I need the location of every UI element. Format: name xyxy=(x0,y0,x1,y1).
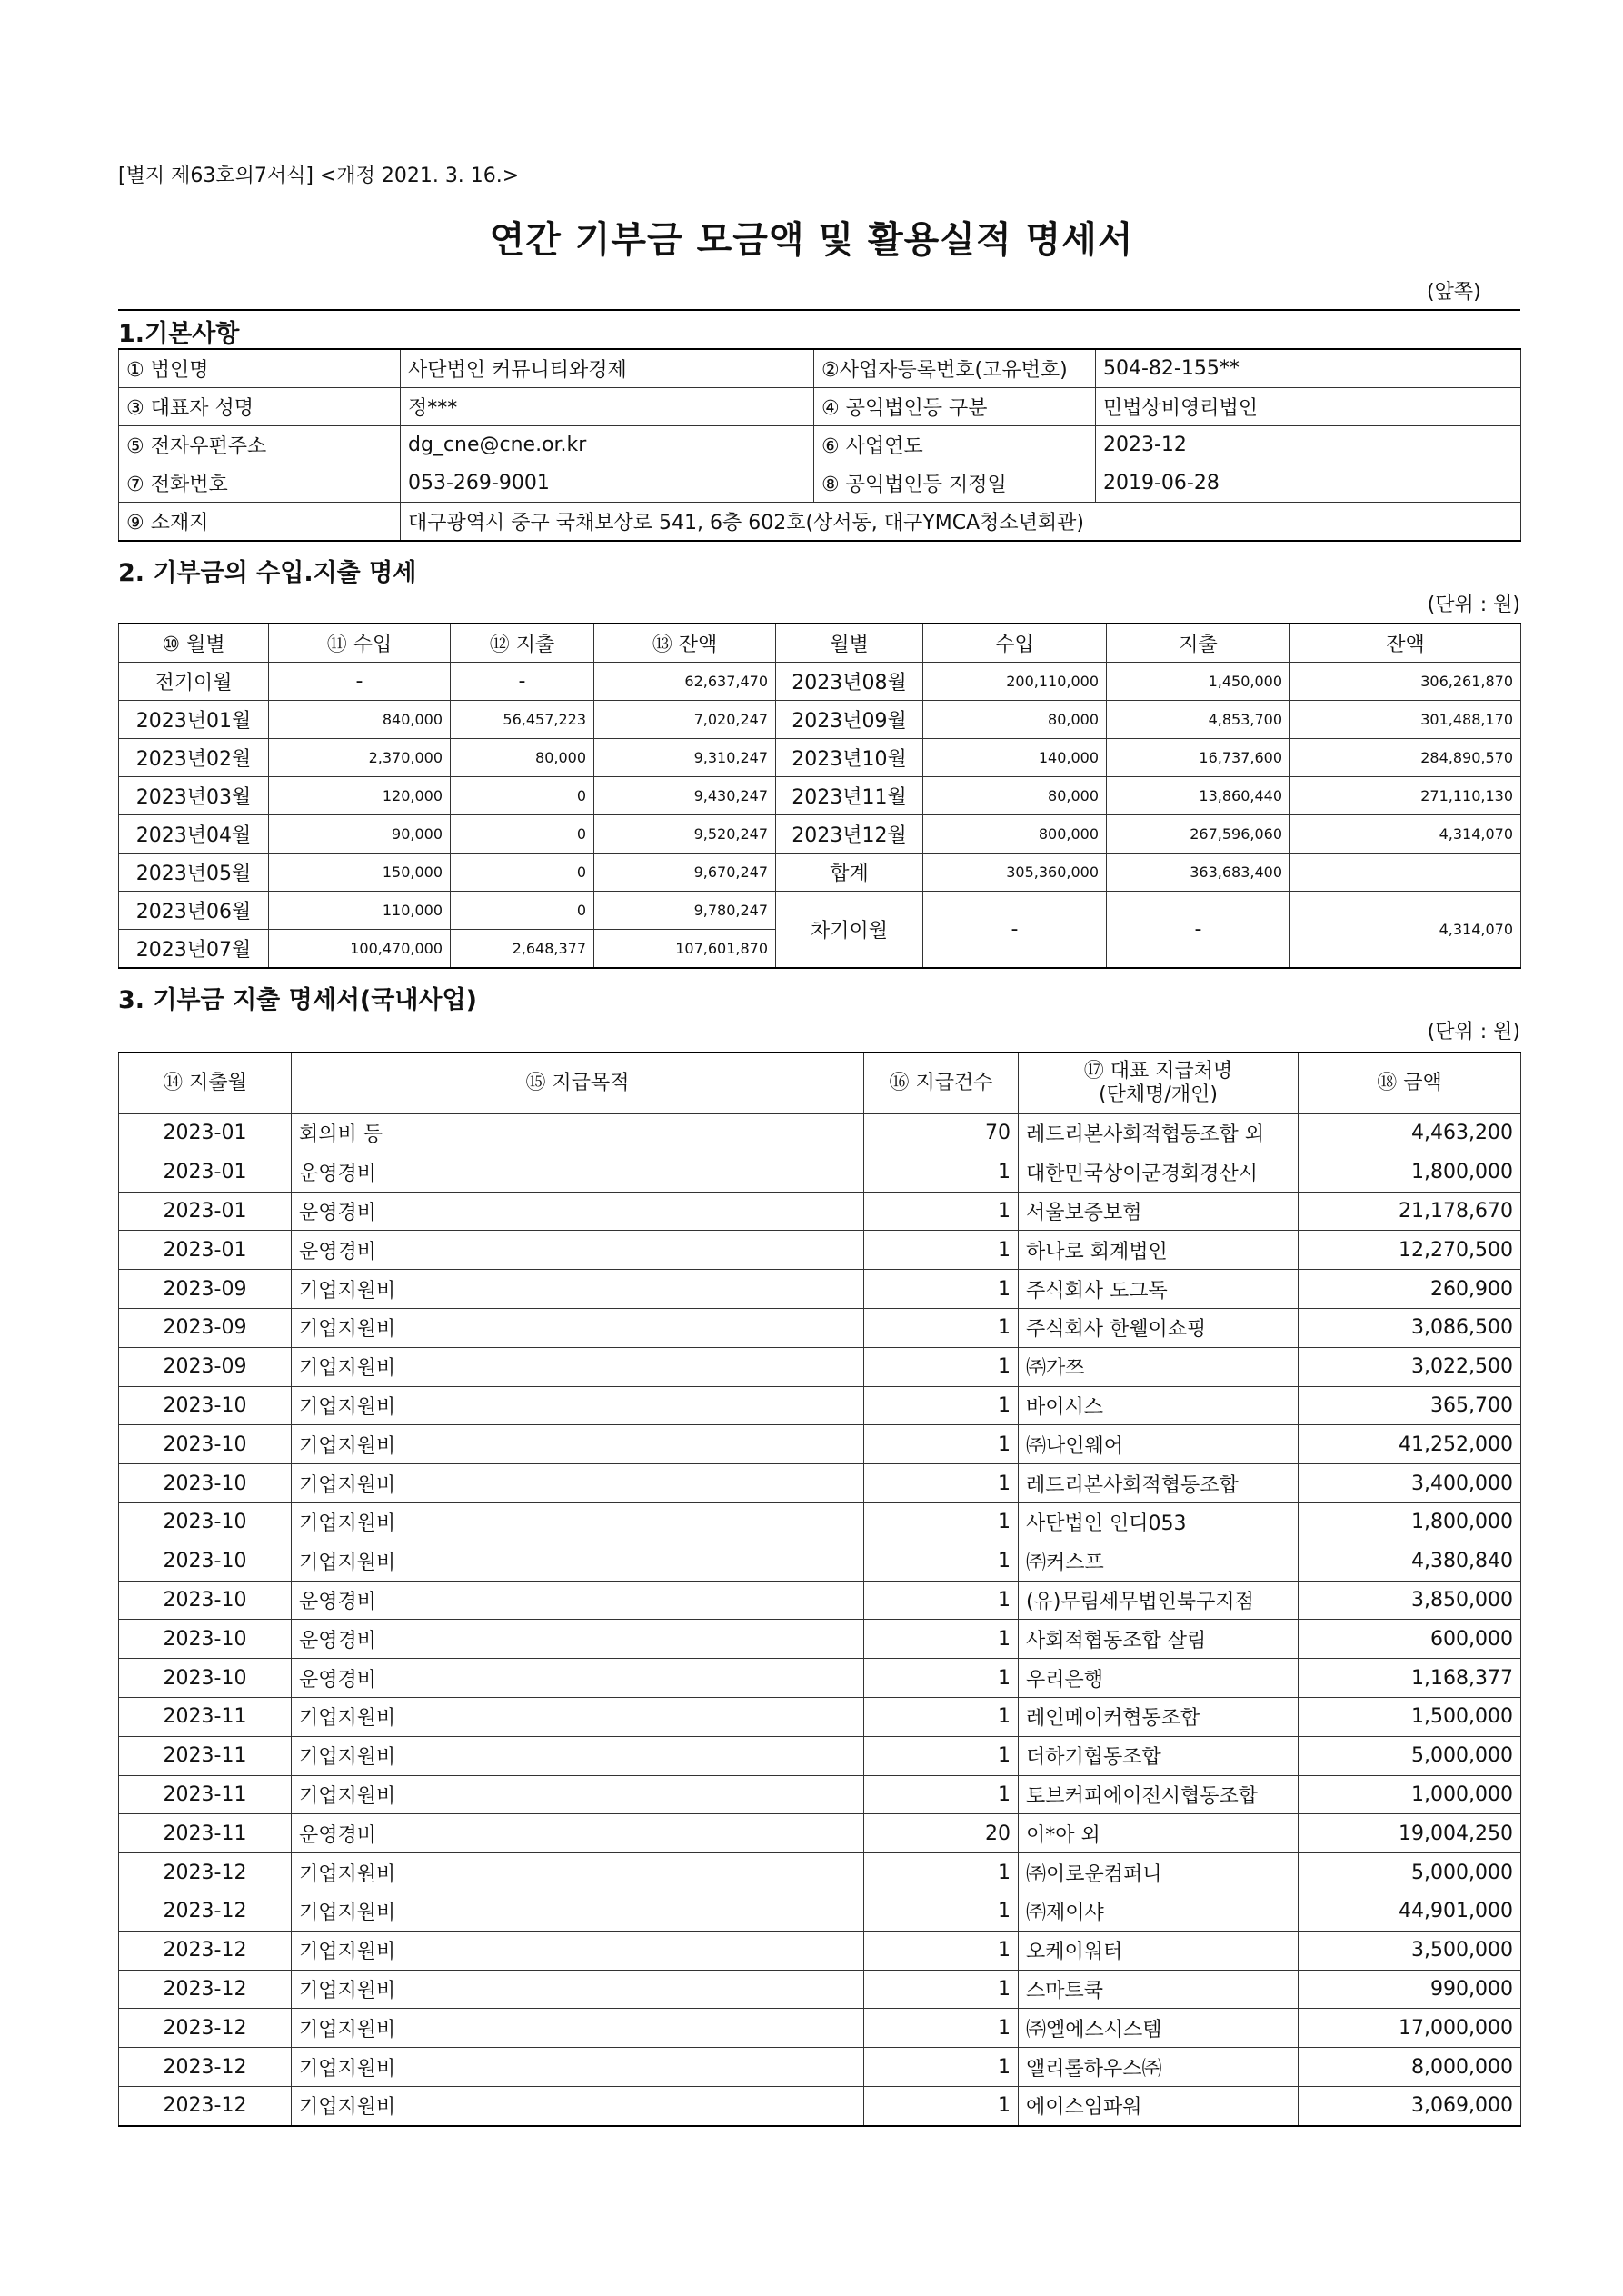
purpose-cell: 운영경비 xyxy=(292,1620,864,1659)
amount-cell: 4,314,070 xyxy=(1290,815,1521,854)
count-cell: 1 xyxy=(864,2086,1019,2125)
expense-row xyxy=(119,1659,1521,1698)
expense-month-cell: 2023-10 xyxy=(119,1425,292,1464)
expense-month-cell: 2023-10 xyxy=(119,1464,292,1503)
count-cell: 1 xyxy=(864,1931,1019,1970)
amount-cell: 9,670,247 xyxy=(594,854,776,892)
amount-cell: 5,000,000 xyxy=(1299,1736,1521,1775)
field-label: ⑦ 전화번호 xyxy=(119,464,401,503)
amount-cell: 363,683,400 xyxy=(1107,854,1290,892)
purpose-cell: 기업지원비 xyxy=(292,2086,864,2125)
amount-cell: 9,520,247 xyxy=(594,815,776,854)
column-header: ⑯ 지급건수 xyxy=(864,1053,1019,1114)
section1-title: 1.기본사항 xyxy=(118,320,240,348)
month-cell: 2023년05월 xyxy=(119,854,269,892)
recipient-cell: 사회적협동조합 살림 xyxy=(1019,1620,1299,1659)
purpose-cell: 기업지원비 xyxy=(292,1853,864,1892)
month-cell: 전기이월 xyxy=(119,663,269,701)
expense-row xyxy=(119,2009,1521,2048)
amount-cell: 990,000 xyxy=(1299,1970,1521,2009)
basic-info-body xyxy=(119,349,1521,541)
amount-cell: 267,596,060 xyxy=(1107,815,1290,854)
expense-row xyxy=(119,1231,1521,1270)
section3-title: 3. 기부금 지출 명세서(국내사업) xyxy=(118,986,477,1014)
recipient-cell: 사단법인 인디053 xyxy=(1019,1502,1299,1542)
expense-month-cell: 2023-12 xyxy=(119,1931,292,1970)
amount-cell: 305,360,000 xyxy=(923,854,1107,892)
basic-info-row xyxy=(119,503,1521,542)
count-cell: 1 xyxy=(864,2009,1019,2048)
amount-cell: 306,261,870 xyxy=(1290,663,1521,701)
column-header: ⑰ 대표 지급처명 (단체명/개인) xyxy=(1019,1053,1299,1114)
basic-info-table xyxy=(118,348,1521,542)
amount-cell: 800,000 xyxy=(923,815,1107,854)
amount-cell: 62,637,470 xyxy=(594,663,776,701)
amount-cell: 100,470,000 xyxy=(269,930,451,969)
recipient-cell: (유)무림세무법인북구지점 xyxy=(1019,1581,1299,1620)
amount-cell: 90,000 xyxy=(269,815,451,854)
expense-row xyxy=(119,1814,1521,1853)
count-cell: 1 xyxy=(864,1153,1019,1192)
expense-row xyxy=(119,1892,1521,1931)
page-side-label: (앞쪽) xyxy=(1427,281,1481,304)
recipient-cell: ㈜이로운컴퍼니 xyxy=(1019,1853,1299,1892)
purpose-cell: 운영경비 xyxy=(292,1192,864,1231)
expense-row xyxy=(119,1736,1521,1775)
column-header: ⑬ 잔액 xyxy=(594,624,776,663)
section1-top-rule xyxy=(118,309,1520,311)
expense-row xyxy=(119,1270,1521,1309)
count-cell: 1 xyxy=(864,1270,1019,1309)
amount-cell: 12,270,500 xyxy=(1299,1231,1521,1270)
column-header: 지출 xyxy=(1107,624,1290,663)
amount-cell: 0 xyxy=(451,854,594,892)
recipient-cell: 레드리본사회적협동조합 xyxy=(1019,1464,1299,1503)
amount-cell: 140,000 xyxy=(923,739,1107,777)
amount-cell: 21,178,670 xyxy=(1299,1192,1521,1231)
purpose-cell: 운영경비 xyxy=(292,1659,864,1698)
expense-month-cell: 2023-10 xyxy=(119,1620,292,1659)
month-cell: 2023년11월 xyxy=(776,777,923,815)
field-label: ⑤ 전자우편주소 xyxy=(119,426,401,464)
form-number: [별지 제63호의7서식] <개정 2021. 3. 16.> xyxy=(118,165,520,187)
amount-cell: 4,463,200 xyxy=(1299,1114,1521,1153)
section2-title: 2. 기부금의 수입.지출 명세 xyxy=(118,559,417,587)
amount-cell: 16,737,600 xyxy=(1107,739,1290,777)
income-row xyxy=(119,739,1521,777)
expense-month-cell: 2023-11 xyxy=(119,1814,292,1853)
expense-month-cell: 2023-10 xyxy=(119,1659,292,1698)
purpose-cell: 기업지원비 xyxy=(292,1970,864,2009)
amount-cell: 80,000 xyxy=(451,739,594,777)
expense-month-cell: 2023-01 xyxy=(119,1231,292,1270)
income-expense-table xyxy=(118,623,1521,969)
expense-table xyxy=(118,1052,1521,2127)
address-value: 대구광역시 중구 국채보상로 541, 6층 602호(상서동, 대구YMCA청소년회관) xyxy=(401,503,1521,542)
amount-cell: 80,000 xyxy=(923,777,1107,815)
basic-info-row xyxy=(119,349,1521,388)
section2-unit: (단위 : 원) xyxy=(1427,594,1520,616)
expense-row xyxy=(119,1502,1521,1542)
expense-row xyxy=(119,1931,1521,1970)
expense-month-cell: 2023-09 xyxy=(119,1347,292,1386)
income-header-row xyxy=(119,624,1521,663)
field-label: ⑨ 소재지 xyxy=(119,503,401,542)
field-value: dg_cne@cne.or.kr xyxy=(401,426,814,464)
amount-cell: 80,000 xyxy=(923,701,1107,739)
count-cell: 1 xyxy=(864,1425,1019,1464)
expense-row xyxy=(119,1192,1521,1231)
expense-row xyxy=(119,1581,1521,1620)
purpose-cell: 기업지원비 xyxy=(292,1425,864,1464)
expense-month-cell: 2023-12 xyxy=(119,1970,292,2009)
expense-month-cell: 2023-12 xyxy=(119,2086,292,2125)
field-label: ②사업자등록번호(고유번호) xyxy=(814,349,1096,388)
purpose-cell: 기업지원비 xyxy=(292,2048,864,2087)
recipient-cell: 앨리롤하우스㈜ xyxy=(1019,2048,1299,2087)
count-cell: 1 xyxy=(864,1659,1019,1698)
expense-row xyxy=(119,1970,1521,2009)
count-cell: 20 xyxy=(864,1814,1019,1853)
recipient-cell: 오케이워터 xyxy=(1019,1931,1299,1970)
basic-info-row xyxy=(119,464,1521,503)
amount-cell: 19,004,250 xyxy=(1299,1814,1521,1853)
column-header: 수입 xyxy=(923,624,1107,663)
purpose-cell: 운영경비 xyxy=(292,1153,864,1192)
amount-cell: 7,020,247 xyxy=(594,701,776,739)
amount-cell: 13,860,440 xyxy=(1107,777,1290,815)
income-row xyxy=(119,701,1521,739)
recipient-cell: 주식회사 한웰이쇼핑 xyxy=(1019,1308,1299,1347)
amount-cell: 301,488,170 xyxy=(1290,701,1521,739)
amount-cell: 271,110,130 xyxy=(1290,777,1521,815)
amount-cell: 8,000,000 xyxy=(1299,2048,1521,2087)
amount-cell: 1,800,000 xyxy=(1299,1502,1521,1542)
field-label: ⑥ 사업연도 xyxy=(814,426,1096,464)
purpose-cell: 기업지원비 xyxy=(292,1775,864,1814)
recipient-cell: 우리은행 xyxy=(1019,1659,1299,1698)
expense-month-cell: 2023-12 xyxy=(119,1853,292,1892)
field-value: 2019-06-28 xyxy=(1096,464,1521,503)
count-cell: 70 xyxy=(864,1114,1019,1153)
field-label: ③ 대표자 성명 xyxy=(119,388,401,426)
expense-month-cell: 2023-12 xyxy=(119,2009,292,2048)
field-value: 053-269-9001 xyxy=(401,464,814,503)
count-cell: 1 xyxy=(864,1542,1019,1581)
count-cell: 1 xyxy=(864,1464,1019,1503)
recipient-cell: 주식회사 도그독 xyxy=(1019,1270,1299,1309)
month-cell: 2023년08월 xyxy=(776,663,923,701)
amount-cell: 840,000 xyxy=(269,701,451,739)
expense-month-cell: 2023-09 xyxy=(119,1308,292,1347)
purpose-cell: 기업지원비 xyxy=(292,1308,864,1347)
expense-row xyxy=(119,1620,1521,1659)
amount-cell: 1,000,000 xyxy=(1299,1775,1521,1814)
expense-month-cell: 2023-12 xyxy=(119,1892,292,1931)
expense-row xyxy=(119,1697,1521,1736)
month-cell: 2023년06월 xyxy=(119,892,269,930)
expense-month-cell: 2023-10 xyxy=(119,1542,292,1581)
purpose-cell: 기업지원비 xyxy=(292,1892,864,1931)
amount-cell: 1,800,000 xyxy=(1299,1153,1521,1192)
basic-info-row xyxy=(119,388,1521,426)
expense-row xyxy=(119,1347,1521,1386)
recipient-cell: ㈜가쯔 xyxy=(1019,1347,1299,1386)
count-cell: 1 xyxy=(864,1970,1019,2009)
purpose-cell: 운영경비 xyxy=(292,1581,864,1620)
expense-month-cell: 2023-01 xyxy=(119,1153,292,1192)
amount-cell: 107,601,870 xyxy=(594,930,776,969)
count-cell: 1 xyxy=(864,1386,1019,1425)
count-cell: 1 xyxy=(864,2048,1019,2087)
expense-month-cell: 2023-11 xyxy=(119,1697,292,1736)
month-cell: 2023년10월 xyxy=(776,739,923,777)
purpose-cell: 기업지원비 xyxy=(292,1502,864,1542)
recipient-cell: 대한민국상이군경회경산시 xyxy=(1019,1153,1299,1192)
column-header: ⑩ 월별 xyxy=(119,624,269,663)
month-cell: 2023년04월 xyxy=(119,815,269,854)
amount-cell: 284,890,570 xyxy=(1290,739,1521,777)
amount-cell: 1,500,000 xyxy=(1299,1697,1521,1736)
amount-cell: 4,314,070 xyxy=(1290,892,1521,969)
count-cell: 1 xyxy=(864,1308,1019,1347)
purpose-cell: 기업지원비 xyxy=(292,1697,864,1736)
purpose-cell: 회의비 등 xyxy=(292,1114,864,1153)
amount-cell: - xyxy=(269,663,451,701)
expense-row xyxy=(119,1114,1521,1153)
count-cell: 1 xyxy=(864,1775,1019,1814)
expense-month-cell: 2023-10 xyxy=(119,1581,292,1620)
amount-cell: 17,000,000 xyxy=(1299,2009,1521,2048)
basic-info-row xyxy=(119,426,1521,464)
expense-header-row xyxy=(119,1053,1521,1114)
field-label: ⑧ 공익법인등 지정일 xyxy=(814,464,1096,503)
income-row xyxy=(119,777,1521,815)
amount-cell: 0 xyxy=(451,892,594,930)
column-header: 월별 xyxy=(776,624,923,663)
recipient-cell: 서울보증보험 xyxy=(1019,1192,1299,1231)
expense-row xyxy=(119,1153,1521,1192)
purpose-cell: 기업지원비 xyxy=(292,2009,864,2048)
purpose-cell: 기업지원비 xyxy=(292,1736,864,1775)
amount-cell: 2,648,377 xyxy=(451,930,594,969)
count-cell: 1 xyxy=(864,1502,1019,1542)
expense-month-cell: 2023-10 xyxy=(119,1386,292,1425)
month-cell: 2023년02월 xyxy=(119,739,269,777)
field-value: 504-82-155** xyxy=(1096,349,1521,388)
month-cell: 2023년12월 xyxy=(776,815,923,854)
amount-cell: 120,000 xyxy=(269,777,451,815)
amount-cell: 365,700 xyxy=(1299,1386,1521,1425)
amount-cell: 41,252,000 xyxy=(1299,1425,1521,1464)
amount-cell: 3,086,500 xyxy=(1299,1308,1521,1347)
field-label: ④ 공익법인등 구분 xyxy=(814,388,1096,426)
amount-cell xyxy=(1290,854,1521,892)
purpose-cell: 기업지원비 xyxy=(292,1347,864,1386)
amount-cell: 600,000 xyxy=(1299,1620,1521,1659)
column-header: 잔액 xyxy=(1290,624,1521,663)
amount-cell: 110,000 xyxy=(269,892,451,930)
expense-row xyxy=(119,2048,1521,2087)
recipient-cell: 스마트쿡 xyxy=(1019,1970,1299,2009)
count-cell: 1 xyxy=(864,1620,1019,1659)
recipient-cell: ㈜엘에스시스템 xyxy=(1019,2009,1299,2048)
count-cell: 1 xyxy=(864,1231,1019,1270)
count-cell: 1 xyxy=(864,1736,1019,1775)
recipient-cell: 더하기협동조합 xyxy=(1019,1736,1299,1775)
document-title: 연간 기부금 모금액 및 활용실적 명세서 xyxy=(489,219,1134,261)
count-cell: 1 xyxy=(864,1192,1019,1231)
income-row xyxy=(119,892,1521,930)
amount-cell: 3,500,000 xyxy=(1299,1931,1521,1970)
expense-row xyxy=(119,1853,1521,1892)
purpose-cell: 운영경비 xyxy=(292,1814,864,1853)
expense-month-cell: 2023-10 xyxy=(119,1502,292,1542)
month-cell: 2023년03월 xyxy=(119,777,269,815)
amount-cell: 5,000,000 xyxy=(1299,1853,1521,1892)
field-label: ① 법인명 xyxy=(119,349,401,388)
amount-cell: 150,000 xyxy=(269,854,451,892)
amount-cell: 2,370,000 xyxy=(269,739,451,777)
column-header: ⑫ 지출 xyxy=(451,624,594,663)
amount-cell: 9,780,247 xyxy=(594,892,776,930)
amount-cell: 3,022,500 xyxy=(1299,1347,1521,1386)
recipient-cell: 이*아 외 xyxy=(1019,1814,1299,1853)
expense-row xyxy=(119,1542,1521,1581)
amount-cell: 4,380,840 xyxy=(1299,1542,1521,1581)
expense-row xyxy=(119,1775,1521,1814)
recipient-cell: ㈜나인웨어 xyxy=(1019,1425,1299,1464)
amount-cell: 56,457,223 xyxy=(451,701,594,739)
expense-row xyxy=(119,1464,1521,1503)
amount-cell: - xyxy=(451,663,594,701)
purpose-cell: 기업지원비 xyxy=(292,1464,864,1503)
expense-row xyxy=(119,1386,1521,1425)
amount-cell: 0 xyxy=(451,777,594,815)
expense-month-cell: 2023-12 xyxy=(119,2048,292,2087)
purpose-cell: 기업지원비 xyxy=(292,1542,864,1581)
amount-cell: - xyxy=(923,892,1107,969)
purpose-cell: 운영경비 xyxy=(292,1231,864,1270)
month-cell: 2023년09월 xyxy=(776,701,923,739)
recipient-cell: ㈜제이샤 xyxy=(1019,1892,1299,1931)
expense-row xyxy=(119,2086,1521,2125)
recipient-cell: 하나로 회계법인 xyxy=(1019,1231,1299,1270)
count-cell: 1 xyxy=(864,1697,1019,1736)
expense-month-cell: 2023-11 xyxy=(119,1736,292,1775)
amount-cell: 3,069,000 xyxy=(1299,2086,1521,2125)
month-cell: 2023년07월 xyxy=(119,930,269,969)
purpose-cell: 기업지원비 xyxy=(292,1386,864,1425)
count-cell: 1 xyxy=(864,1581,1019,1620)
expense-month-cell: 2023-09 xyxy=(119,1270,292,1309)
section3-unit: (단위 : 원) xyxy=(1427,1021,1520,1043)
income-row xyxy=(119,854,1521,892)
income-row xyxy=(119,815,1521,854)
income-body xyxy=(119,663,1521,969)
recipient-cell: 에이스임파워 xyxy=(1019,2086,1299,2125)
amount-cell: 3,850,000 xyxy=(1299,1581,1521,1620)
purpose-cell: 기업지원비 xyxy=(292,1270,864,1309)
purpose-cell: 기업지원비 xyxy=(292,1931,864,1970)
amount-cell: 0 xyxy=(451,815,594,854)
month-cell: 차기이월 xyxy=(776,892,923,969)
expense-month-cell: 2023-01 xyxy=(119,1114,292,1153)
expense-body xyxy=(119,1114,1521,2126)
amount-cell: 9,310,247 xyxy=(594,739,776,777)
field-value: 2023-12 xyxy=(1096,426,1521,464)
recipient-cell: 레드리본사회적협동조합 외 xyxy=(1019,1114,1299,1153)
amount-cell: 44,901,000 xyxy=(1299,1892,1521,1931)
field-value: 정*** xyxy=(401,388,814,426)
column-header: ⑱ 금액 xyxy=(1299,1053,1521,1114)
amount-cell: 1,450,000 xyxy=(1107,663,1290,701)
recipient-cell: 바이시스 xyxy=(1019,1386,1299,1425)
count-cell: 1 xyxy=(864,1347,1019,1386)
amount-cell: 4,853,700 xyxy=(1107,701,1290,739)
amount-cell: 1,168,377 xyxy=(1299,1659,1521,1698)
amount-cell: 260,900 xyxy=(1299,1270,1521,1309)
month-cell: 합계 xyxy=(776,854,923,892)
amount-cell: - xyxy=(1107,892,1290,969)
recipient-cell: 레인메이커협동조합 xyxy=(1019,1697,1299,1736)
recipient-cell: 토브커피에이전시협동조합 xyxy=(1019,1775,1299,1814)
amount-cell: 3,400,000 xyxy=(1299,1464,1521,1503)
count-cell: 1 xyxy=(864,1892,1019,1931)
column-header: ⑮ 지급목적 xyxy=(292,1053,864,1114)
expense-month-cell: 2023-01 xyxy=(119,1192,292,1231)
month-cell: 2023년01월 xyxy=(119,701,269,739)
income-row xyxy=(119,663,1521,701)
amount-cell: 9,430,247 xyxy=(594,777,776,815)
amount-cell: 200,110,000 xyxy=(923,663,1107,701)
column-header: ⑪ 수입 xyxy=(269,624,451,663)
expense-row xyxy=(119,1425,1521,1464)
expense-row xyxy=(119,1308,1521,1347)
recipient-cell: ㈜커스프 xyxy=(1019,1542,1299,1581)
column-header: ⑭ 지출월 xyxy=(119,1053,292,1114)
field-value: 민법상비영리법인 xyxy=(1096,388,1521,426)
field-value: 사단법인 커뮤니티와경제 xyxy=(401,349,814,388)
expense-month-cell: 2023-11 xyxy=(119,1775,292,1814)
count-cell: 1 xyxy=(864,1853,1019,1892)
